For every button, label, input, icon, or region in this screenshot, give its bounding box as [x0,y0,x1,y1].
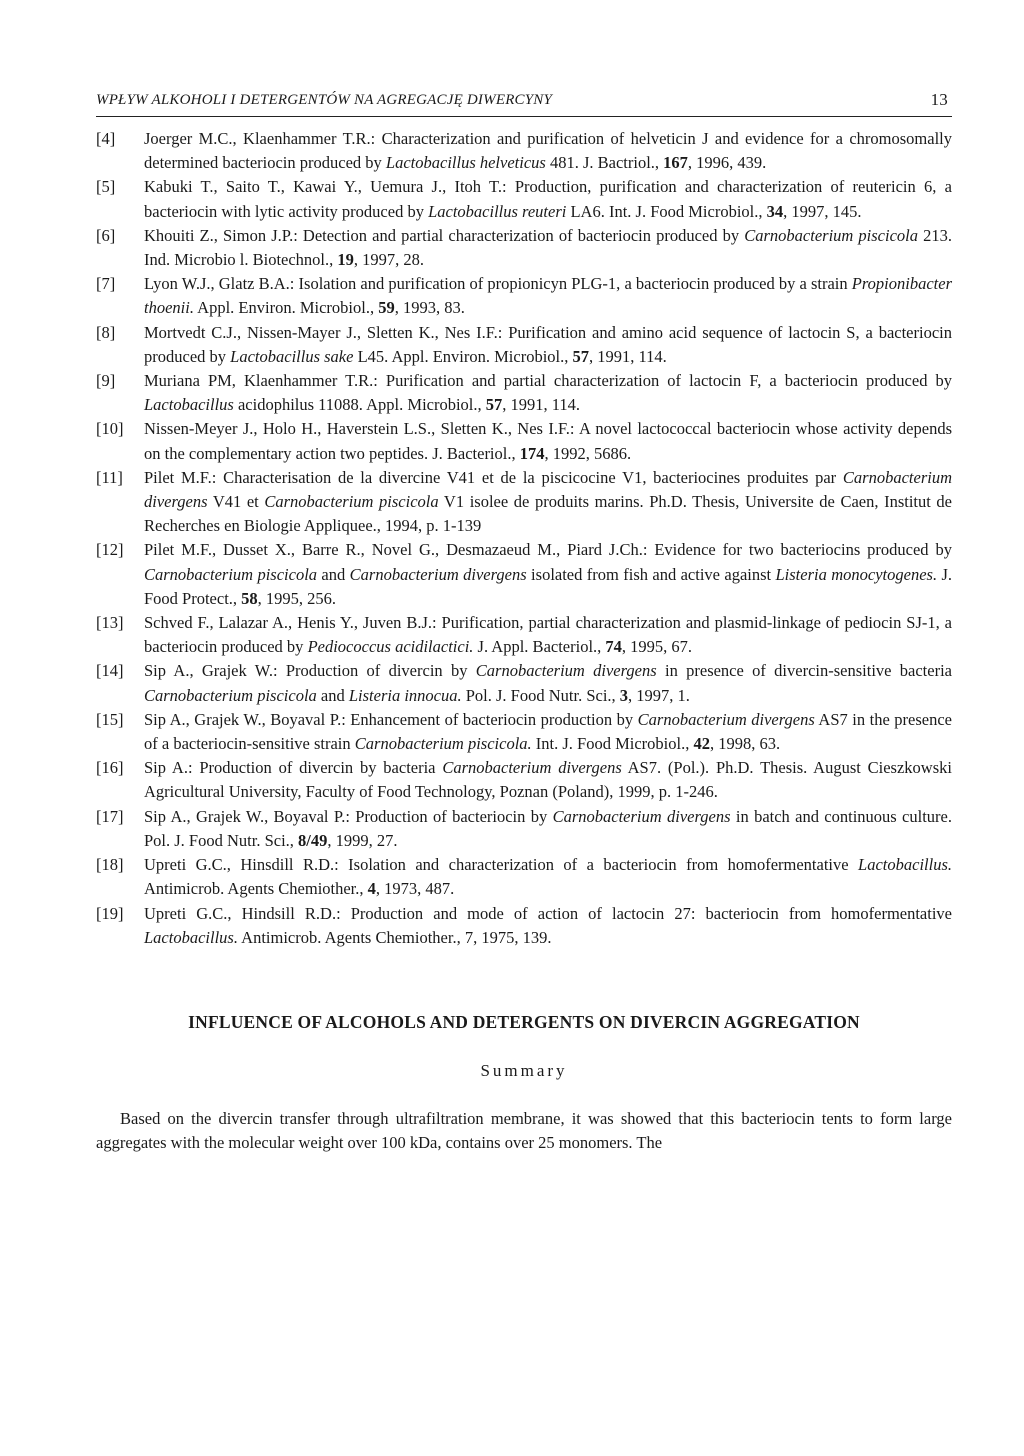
reference-text: Joerger M.C., Klaenhammer T.R.: Characterization and purification of helveticin J and evidence for a chromosomally determined bacteriocin produced by [144,129,952,173]
reference-text: J. Food Protect., [144,564,953,608]
reference-text: Lactobacillus. [858,855,952,875]
reference-text: , 1999, 27. [327,830,398,850]
reference-item [96,611,952,659]
reference-text: , 1998, 63. [709,734,781,754]
reference-number: [18] [96,855,124,875]
reference-text: Lactobacillus helveticus [385,153,546,173]
reference-text: Carnobacterium piscicola [144,685,317,705]
reference-text: AS7. (Pol.). Ph.D. Thesis. August Cieszkowski Agricultural University, Faculty of Food Technology, Poznan (Poland), 1999, p. 1-246. [144,758,952,802]
reference-text: J. Appl. Bacteriol., [473,637,606,657]
reference-text: , 1996, 439. [687,153,767,173]
reference-text: 74 [605,637,622,657]
reference-text: LA6. Int. J. Food Microbiol., [566,201,767,221]
reference-text: Propionibacter thoenii. [144,274,952,318]
reference-text: Carnobacterium piscicola. [354,734,532,754]
reference-text: , 1995, 67. [621,637,693,657]
reference-number: [9] [96,371,116,391]
reference-text: AS7 in the presence of a bacteriocin-sensitive strain [144,709,952,754]
reference-item [96,224,952,272]
reference-text: Lactobacillus reuteri [428,201,567,221]
reference-number: [11] [96,467,123,487]
reference-text: Nissen-Meyer J., Holo H., Haverstein L.S., Sletten K., Nes I.F.: A novel lactococcal bacteriocin whose activity depends on the complementary action two peptides. J. Bacteriol., [144,419,952,463]
reference-number: [5] [96,177,116,197]
reference-text: Carnobacterium divergens [144,467,952,512]
running-title: WPŁYW ALKOHOLI I DETERGENTÓW NA AGREGACJĘ DIWERCYNY [96,92,553,108]
reference-number: [15] [96,709,124,729]
reference-number: [13] [96,613,124,633]
reference-text: V1 isolee de produits marins. Ph.D. Thesis, Universite de Caen, Institut de Recherches en Biologie Appliquee., 1994, p. 1-139 [144,492,952,536]
reference-text: and [316,685,349,705]
reference-text: Antimicrob. Agents Chemiother., [144,879,368,899]
page-number: 13 [930,90,948,109]
reference-number: [6] [96,225,116,245]
reference-item [96,902,952,950]
reference-text: , 1991, 114. [502,395,581,415]
reference-text: Pilet M.F.: Characterisation de la divercine V41 et de la piscicocine V1, bacteriocines produites par [144,467,843,487]
reference-text: Sip A., Grajek W., Boyaval P.: Production of bacteriocin by [144,806,553,826]
reference-text: Listeria innocua. [348,685,462,705]
reference-item [96,538,952,611]
reference-list [96,127,952,950]
reference-text: Upreti G.C., Hinsdill R.D.: Isolation and characterization of a bacteriocin from homofermentative [144,855,859,875]
reference-text: 167 [663,153,688,173]
reference-text: Listeria monocytogenes. [775,564,938,584]
summary-heading: INFLUENCE OF ALCOHOLS AND DETERGENTS ON DIVERCIN AGGREGATION [188,1011,860,1032]
reference-text: Schved F., Lalazar A., Henis Y., Juven B.J.: Purification, partial characterization and plasmid-linkage of pediocin SJ-1, a bacteriocin produced by [144,613,952,657]
reference-text: Pediococcus acidilactici. [307,637,474,657]
reference-text: 4 [367,879,376,899]
reference-text: Antimicrob. Agents Chemiother., 7, 1975, 139. [237,927,552,947]
reference-text: Khouiti Z., Simon J.P.: Detection and partial characterization of bacteriocin produced by [144,225,745,245]
reference-text: Mortvedt C.J., Nissen-Mayer J., Sletten K., Nes I.F.: Purification and amino acid sequence of lactocin S, a bacteriocin produced by [144,322,952,366]
reference-text: 42 [693,734,710,754]
reference-item [96,853,952,901]
reference-text: isolated from fish and active against [526,564,776,584]
reference-number: [19] [96,903,124,923]
reference-text: Carnobacterium divergens [442,758,622,778]
reference-text: 3 [619,685,629,705]
reference-text: Carnobacterium divergens [349,564,527,584]
reference-text: Lactobacillus [144,395,234,415]
reference-number: [4] [96,129,116,148]
reference-text: 8/49 [298,830,328,850]
reference-number: [8] [96,322,116,342]
reference-text: Appl. Environ. Microbiol., [193,298,379,318]
reference-item [96,805,952,853]
reference-text: Carnobacterium piscicola [744,225,919,245]
reference-text: 57 [485,395,503,415]
reference-text: 19 [337,250,354,270]
reference-text: in presence of divercin-sensitive bacteria [656,661,952,681]
page [96,86,952,1156]
reference-item [96,708,952,756]
reference-text: Carnobacterium divergens [552,806,731,826]
reference-item [96,466,952,539]
reference-text: L45. Appl. Environ. Microbiol., [353,346,573,366]
reference-text: , 1995, 256. [257,588,337,608]
reference-text: Carnobacterium divergens [475,661,657,681]
reference-text: and [317,564,350,584]
reference-text: Lactobacillus sake [230,346,354,366]
reference-text: 57 [572,346,590,366]
reference-text: Carnobacterium divergens [637,709,815,729]
reference-number: [7] [96,274,116,294]
reference-text: , 1997, 145. [783,201,862,221]
reference-text: Int. J. Food Microbiol., [531,734,694,754]
summary-label: Summary [480,1060,568,1080]
reference-text: Kabuki T., Saito T., Kawai Y., Uemura J., Itoh T.: Production, purification and characterization of reutericin 6, a bacteriocin with lytic activity produced by [144,177,952,221]
reference-number: [12] [96,540,124,560]
reference-text: Lyon W.J., Glatz B.A.: Isolation and purification of propionicyn PLG-1, a bacteriocin produced by a strain [144,274,852,294]
reference-text: Pol. J. Food Nutr. Sci., [461,685,620,705]
reference-text: 59 [378,298,395,318]
reference-text: Carnobacterium piscicola [264,492,439,512]
reference-text: Lactobacillus. [144,927,238,947]
reference-text: V41 et [207,492,265,512]
reference-text: 481. J. Bactriol., [545,153,664,173]
reference-item [96,321,952,369]
reference-text: Upreti G.C., Hindsill R.D.: Production and mode of action of lactocin 27: bacteriocin from homofermentative [144,903,952,923]
reference-item [96,127,952,175]
reference-text: , 1973, 487. [375,879,455,899]
reference-text: , 1997, 28. [353,250,425,270]
reference-number: [16] [96,758,124,778]
reference-text: , 1992, 5686. [544,443,632,463]
reference-text: Sip A., Grajek W.: Production of divercin by [144,661,476,681]
reference-number: [10] [96,419,124,439]
reference-text: Pilet M.F., Dusset X., Barre R., Novel G., Desmazaeud M., Piard J.Ch.: Evidence for two bacteriocins produced by [144,540,952,560]
reference-text: , 1991, 114. [589,346,667,366]
reference-text: Sip A.: Production of divercin by bacteria [144,758,443,778]
reference-item [96,175,952,223]
reference-item [96,659,952,707]
reference-item [96,272,952,320]
reference-text: in batch and continuous culture. Pol. J. Food Nutr. Sci., [144,806,952,850]
reference-text: 34 [766,201,784,221]
reference-text: Sip A., Grajek W., Boyaval P.: Enhancement of bacteriocin production by [144,709,638,729]
reference-number: [17] [96,806,124,826]
reference-text: , 1997, 1. [628,685,690,705]
reference-text: , 1993, 83. [394,298,465,318]
running-header [96,86,952,117]
reference-item [96,417,952,465]
reference-text: 58 [241,588,258,608]
reference-text: acidophilus 11088. Appl. Microbiol., [233,395,486,415]
summary-text: Based on the divercin transfer through ultrafiltration membrane, it was showed that this bacteriocin tents to form large aggregates with the molecular weight over 100 kDa, contains over 25 monomers. The [96,1108,952,1153]
reference-item [96,756,952,804]
reference-text: 174 [519,443,545,463]
reference-item [96,369,952,417]
reference-text: Muriana PM, Klaenhammer T.R.: Purification and partial characterization of lactocin F, a bacteriocin produced by [144,371,952,391]
reference-text: Carnobacterium piscicola [144,564,318,584]
reference-text: 213. Ind. Microbio l. Biotechnol., [144,225,953,270]
reference-number: [14] [96,661,124,681]
